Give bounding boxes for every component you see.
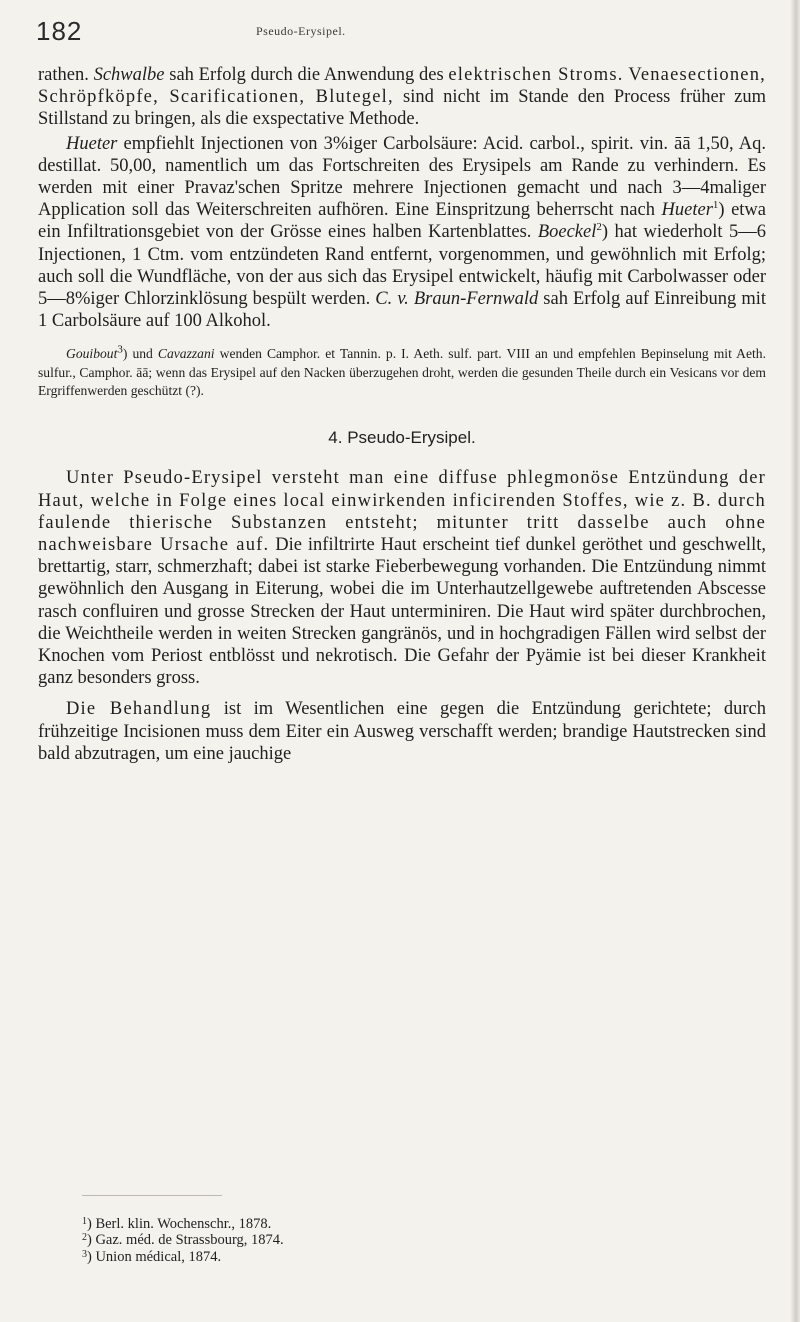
footnote-ref: 3 bbox=[117, 343, 123, 356]
author-name: Boeckel bbox=[537, 222, 597, 243]
footnote-mark: 2 bbox=[82, 1232, 87, 1244]
paragraph-5 bbox=[38, 698, 766, 765]
footnote-1 bbox=[82, 1216, 284, 1232]
footnote-mark: 1 bbox=[82, 1216, 87, 1227]
text-run: ) etwa ein Infiltrationsgebiet von der Grösse eines halben Kartenblattes. bbox=[38, 200, 766, 243]
section-heading: 4. Pseudo-Erysipel. bbox=[328, 428, 476, 448]
paragraph-2 bbox=[38, 133, 766, 333]
text-run: ) und bbox=[122, 346, 158, 362]
text-run: wenden Camphor. et Tannin. p. I. Aeth. sulf. part. VIII an und empfehlen Bepinselung mit Aeth. sulfur., Camphor. āā; wenn das Erysipel auf den Nacken überzugehen droht, werden die gesunden Theile durch ein Vesicans vor dem Ergriffenwerden geschützt (?). bbox=[38, 346, 766, 399]
paragraph-4 bbox=[38, 467, 766, 689]
author-name: C. v. Braun-Fernwald bbox=[375, 289, 539, 310]
spaced-text: Unter Pseudo-Erysipel versteht man eine diffuse phlegmonöse Entzündung der Haut, welche in Folge eines local einwirkenden inficirenden Stoffes, wie z. B. durch faulende thierische Substanzen entsteht; mitunter tritt dasselbe auch ohne nachweisbare Ursache auf. bbox=[38, 468, 766, 555]
page-number: 182 bbox=[36, 16, 83, 46]
text-run: sind nicht im Stande den Process früher zum Stillstand zu bringen, als die exspectative Methode. bbox=[38, 87, 766, 130]
footnote-mark: 3 bbox=[82, 1248, 87, 1260]
paragraph-1 bbox=[38, 64, 766, 131]
footnote-text: ) Berl. klin. Wochenschr., 1878. bbox=[87, 1216, 272, 1232]
paragraph-3-small bbox=[38, 345, 766, 400]
footnote-ref: 1 bbox=[712, 199, 719, 212]
footnote-text: ) Gaz. méd. de Strassbourg, 1874. bbox=[87, 1232, 284, 1249]
text-run: ist im Wesentlichen eine gegen die Entzündung gerichtete; durch frühzeitige Incisionen muss dem Eiter ein Ausweg verschafft werden; brandige Hautstrecken sind bald abzutragen, um eine jauchige bbox=[38, 699, 766, 764]
main-text bbox=[38, 64, 766, 765]
spaced-text: elektrischen Stroms. bbox=[448, 65, 624, 85]
footnote-2 bbox=[82, 1232, 284, 1248]
text-run: rathen. bbox=[38, 65, 94, 85]
author-name: Hueter bbox=[66, 133, 118, 154]
footnote-3 bbox=[82, 1249, 284, 1265]
spaced-text: Die Behandlung bbox=[66, 699, 212, 720]
author-name: Hueter bbox=[661, 200, 713, 221]
footnote-text: ) Union médical, 1874. bbox=[87, 1248, 222, 1265]
text-run: ) hat wiederholt 5—6 Injectionen, 1 Ctm. vom entzündeten Rand entfernt, vorgenommen, und gewöhnlich mit Erfolg; auch soll die Wundfläche, von der aus sich das Erysipel entwickelt, häufig mit Carbolwasser oder 5—8%iger Chlorzinklösung bespült werden. bbox=[38, 222, 766, 310]
author-name: Gouibout bbox=[66, 346, 118, 362]
text-run: sah Erfolg auf Einreibung mit 1 Carbolsäure auf 100 Alkohol. bbox=[38, 289, 766, 332]
footnotes bbox=[82, 1216, 284, 1265]
page-edge-shadow bbox=[790, 0, 800, 1322]
running-header bbox=[36, 16, 776, 46]
author-name: Schwalbe bbox=[93, 65, 165, 85]
footnote-ref: 2 bbox=[596, 221, 602, 234]
author-name: Cavazzani bbox=[157, 346, 215, 362]
text-run: sah Erfolg durch die Anwendung des bbox=[164, 65, 449, 85]
text-run: empfiehlt Injectionen von 3%iger Carbolsäure: Acid. carbol., spirit. vin. āā 1,50, Aq. destillat. 50,00, namentlich um das Fortschreiten des Erysipels am Rande zu verhindern. Es werden mit einer Pravaz'schen Spritze mehrere Injectionen gemacht und nach 3—4maliger Application soll das Weiterschreiten aufhören. Eine Einspritzung beherrscht nach bbox=[38, 133, 766, 221]
footnote-rule bbox=[82, 1195, 222, 1196]
text-run: Die infiltrirte Haut erscheint tief dunkel geröthet und geschwellt, brettartig, starr, schmerzhaft; dabei ist starke Fieberbewegung vorhanden. Die Entzündung nimmt gewöhnlich den Ausgang in Eiterung, wobei die im Unterhautzellgewebe auftretenden Abscesse rasch confluiren und grosse Strecken der Haut unterminiren. Die Haut wird später durchbrochen, die Weichtheile werden in weiten Strecken gangränös, und in hochgradigen Fällen wird selbst der Knochen vom Periost entblösst und nekrotisch. Die Gefahr der Pyämie ist bei dieser Krankheit ganz besonders gross. bbox=[38, 534, 766, 689]
spaced-text: Venaesectionen, Schröpfköpfe, Scarificationen, Blutegel, bbox=[38, 65, 766, 108]
running-title: Pseudo-Erysipel. bbox=[256, 24, 346, 38]
